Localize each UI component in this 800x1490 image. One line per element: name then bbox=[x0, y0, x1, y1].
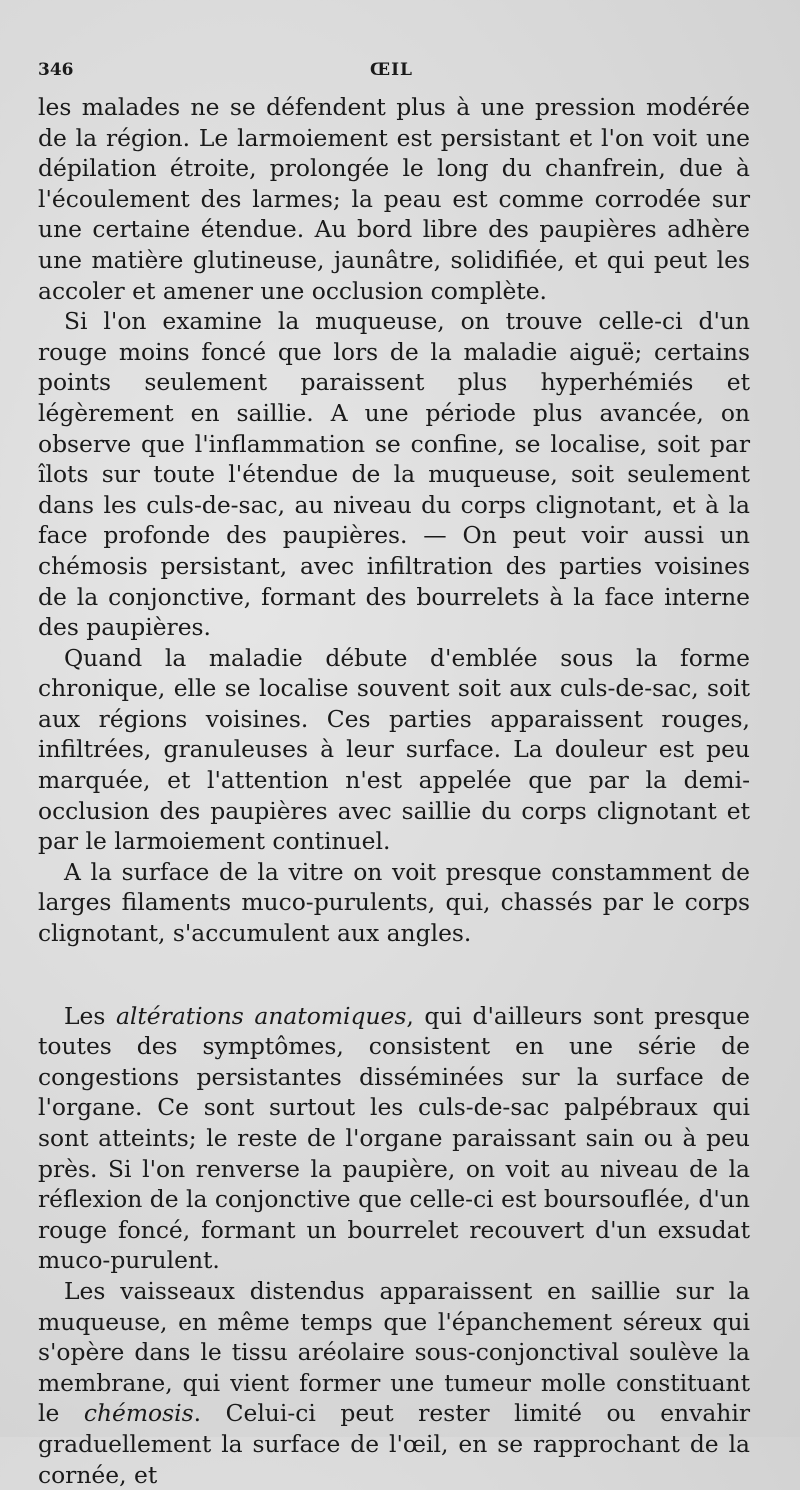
paragraph-cornea-filaments: A la surface de la vitre on voit presque constamment de larges filaments muco-purulents, qui, chassés par le corps clignotant, s'accumulent aux angles. bbox=[38, 857, 750, 948]
page-number: 346 bbox=[38, 60, 74, 80]
text-run: . Celui-ci peut rester limité ou envahir graduellement la surface de l'œil, en se rapprochant de la cornée, et bbox=[38, 1399, 750, 1489]
running-head bbox=[38, 56, 750, 92]
text-run: , qui d'ailleurs sont presque toutes des symptômes, consistent en une série de congestions persistantes disséminées sur la surface de l'organe. Ce sont surtout les culs-de-sac palpébraux qui sont atteints; le reste de l'organe paraissant sain ou à peu près. Si l'on renverse la paupière, on voit au niveau de la réflexion de la conjonctive que celle-ci est boursouflée, d'un rouge foncé, formant un bourrelet recouvert d'un exsudat muco-purulent. bbox=[38, 1001, 750, 1275]
paragraph-mucosa-examination: Si l'on examine la muqueuse, on trouve celle-ci d'un rouge moins foncé que lors de la maladie aiguë; certains points seulement paraissent plus hyperhémiés et légèrement en saillie. A une période plus avancée, on observe que l'inflammation se confine, se localise, soit par îlots sur toute l'étendue de la muqueuse, soit seulement dans les culs-de-sac, au niveau du corps clignotant, et à la face profonde des paupières. — On peut voir aussi un chémosis persistant, avec infiltration des parties voisines de la conjonctive, formant des bourrelets à la face interne des paupières. bbox=[38, 307, 750, 642]
book-page bbox=[38, 56, 750, 1490]
italic-term: altérations anatomiques bbox=[115, 1001, 407, 1030]
paragraph-distended-vessels bbox=[38, 1276, 750, 1490]
running-title: ŒIL bbox=[370, 60, 413, 80]
text-run: Les vaisseaux distendus apparaissent en saillie sur la muqueuse, en même temps que l'épanchement séreux qui s'opère dans le tissu aréolaire sous-conjonctival soulève la membrane, qui vient former une tumeur molle constituant le bbox=[38, 1276, 750, 1428]
text-run: Les bbox=[64, 1001, 116, 1030]
paragraph-anatomical-alterations bbox=[38, 1001, 750, 1276]
italic-term: chémosis bbox=[83, 1399, 194, 1428]
paragraph-chronic-onset: Quand la maladie débute d'emblée sous la forme chronique, elle se localise souvent soit aux culs-de-sac, soit aux régions voisines. Ces parties apparaissent rouges, infiltrées, granuleuses à leur surface. La douleur est peu marquée, et l'attention n'est appelée que par la demi-occlusion des paupières avec saillie du corps clignotant et par le larmoiement continuel. bbox=[38, 643, 750, 856]
paragraph-continuation: les malades ne se défendent plus à une pression modérée de la région. Le larmoiement est persistant et l'on voit une dépilation étroite, prolongée le long du chanfrein, due à l'écoulement des larmes; la peau est comme corrodée sur une certaine étendue. Au bord libre des paupières adhère une matière glutineuse, jaunâtre, solidifiée, et qui peut les accoler et amener une occlusion complète. bbox=[38, 93, 750, 305]
